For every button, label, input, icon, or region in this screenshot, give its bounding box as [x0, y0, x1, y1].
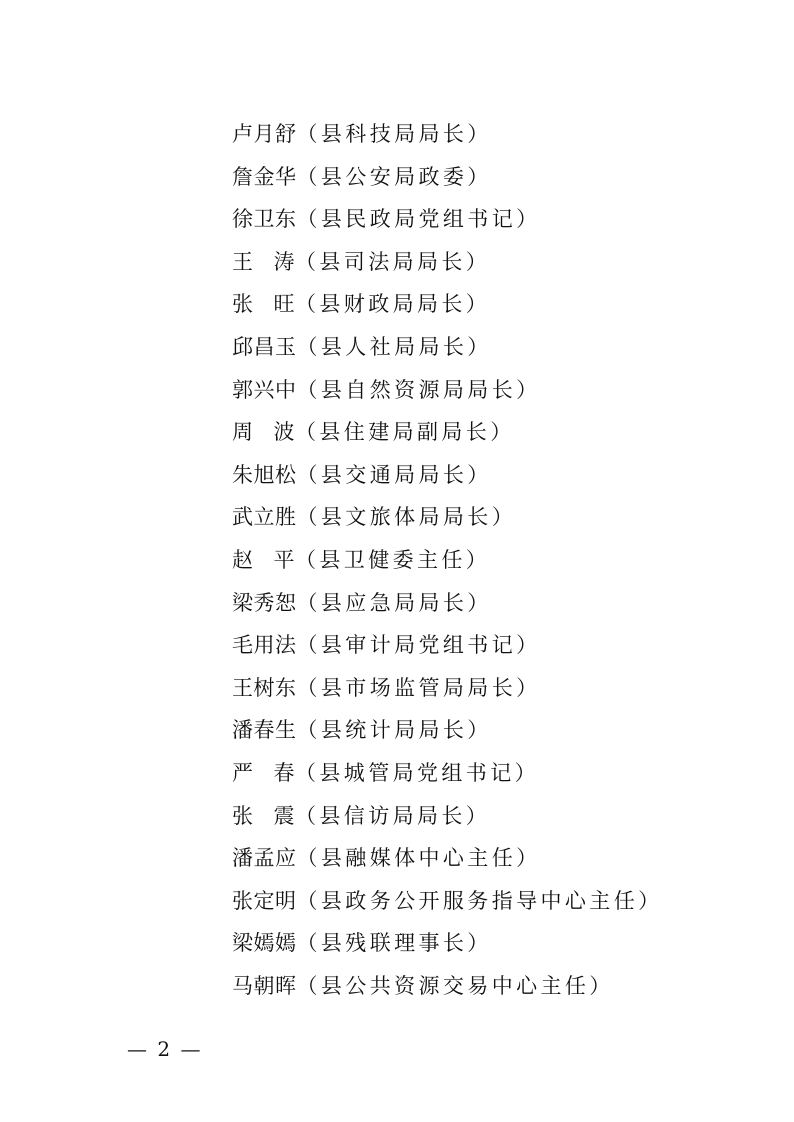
member-title: （县统计局局长）: [296, 718, 492, 743]
member-item: [232, 156, 663, 199]
member-title: （县公共资源交易中心主任）: [296, 973, 614, 998]
member-name: 郭兴中: [232, 377, 297, 402]
member-title: （县交通局局长）: [296, 462, 492, 487]
member-name: 毛用法: [232, 633, 297, 658]
member-title: （县审计局党组书记）: [296, 633, 541, 658]
member-name: 王树东: [232, 675, 297, 700]
member-name: 王 涛: [232, 249, 295, 274]
member-title: （县卫健委主任）: [295, 547, 491, 572]
member-name: 邱昌玉: [232, 334, 297, 359]
member-item: [232, 411, 663, 454]
member-title: （县公安局政委）: [296, 164, 492, 189]
member-title: （县住建局副局长）: [295, 420, 515, 445]
member-item: [232, 582, 663, 625]
member-item: [232, 752, 663, 795]
page-number: — 2 —: [127, 1037, 203, 1061]
member-item: [232, 667, 663, 710]
member-item: [232, 326, 663, 369]
member-name: 梁秀恕: [232, 590, 297, 615]
member-name: 詹金华: [232, 164, 297, 189]
member-name: 梁嫣嫣: [232, 931, 297, 956]
member-name: 卢月舒: [232, 122, 297, 146]
member-title: （县科技局局长）: [296, 122, 492, 146]
member-name: 周 波: [232, 420, 295, 445]
member-name: 武立胜: [232, 505, 297, 530]
member-name: 赵 平: [232, 547, 295, 572]
member-name: 潘春生: [232, 718, 297, 743]
member-item: [232, 241, 663, 284]
member-item: [232, 965, 663, 1008]
member-item: [232, 795, 663, 838]
member-list: [232, 113, 663, 1007]
member-item: [232, 369, 663, 412]
member-name: 潘孟应: [232, 846, 297, 871]
member-name: 张 震: [232, 803, 295, 828]
member-title: （县司法局局长）: [295, 249, 491, 274]
member-item: [232, 283, 663, 326]
member-title: （县融媒体中心主任）: [296, 846, 541, 871]
member-name: 严 春: [232, 760, 295, 785]
member-title: （县民政局党组书记）: [296, 207, 541, 232]
member-title: （县市场监管局局长）: [296, 675, 541, 700]
member-name: 张 旺: [232, 292, 295, 317]
member-item: [232, 709, 663, 752]
member-title: （县文旅体局局长）: [296, 505, 517, 530]
member-title: （县自然资源局局长）: [296, 377, 541, 402]
member-item: [232, 880, 663, 923]
member-item: [232, 113, 663, 156]
member-name: 马朝晖: [232, 973, 297, 998]
member-title: （县信访局局长）: [295, 803, 491, 828]
member-title: （县政务公开服务指导中心主任）: [296, 888, 663, 913]
member-name: 朱旭松: [232, 462, 297, 487]
member-title: （县应急局局长）: [296, 590, 492, 615]
member-title: （县残联理事长）: [296, 931, 492, 956]
member-item: [232, 624, 663, 667]
member-title: （县人社局局长）: [296, 334, 492, 359]
member-item: [232, 198, 663, 241]
member-item: [232, 922, 663, 965]
member-title: （县城管局党组书记）: [295, 760, 539, 785]
member-item: [232, 539, 663, 582]
member-title: （县财政局局长）: [295, 292, 491, 317]
member-item: [232, 837, 663, 880]
member-name: 张定明: [232, 888, 297, 913]
member-item: [232, 454, 663, 497]
member-item: [232, 496, 663, 539]
member-name: 徐卫东: [232, 207, 297, 232]
